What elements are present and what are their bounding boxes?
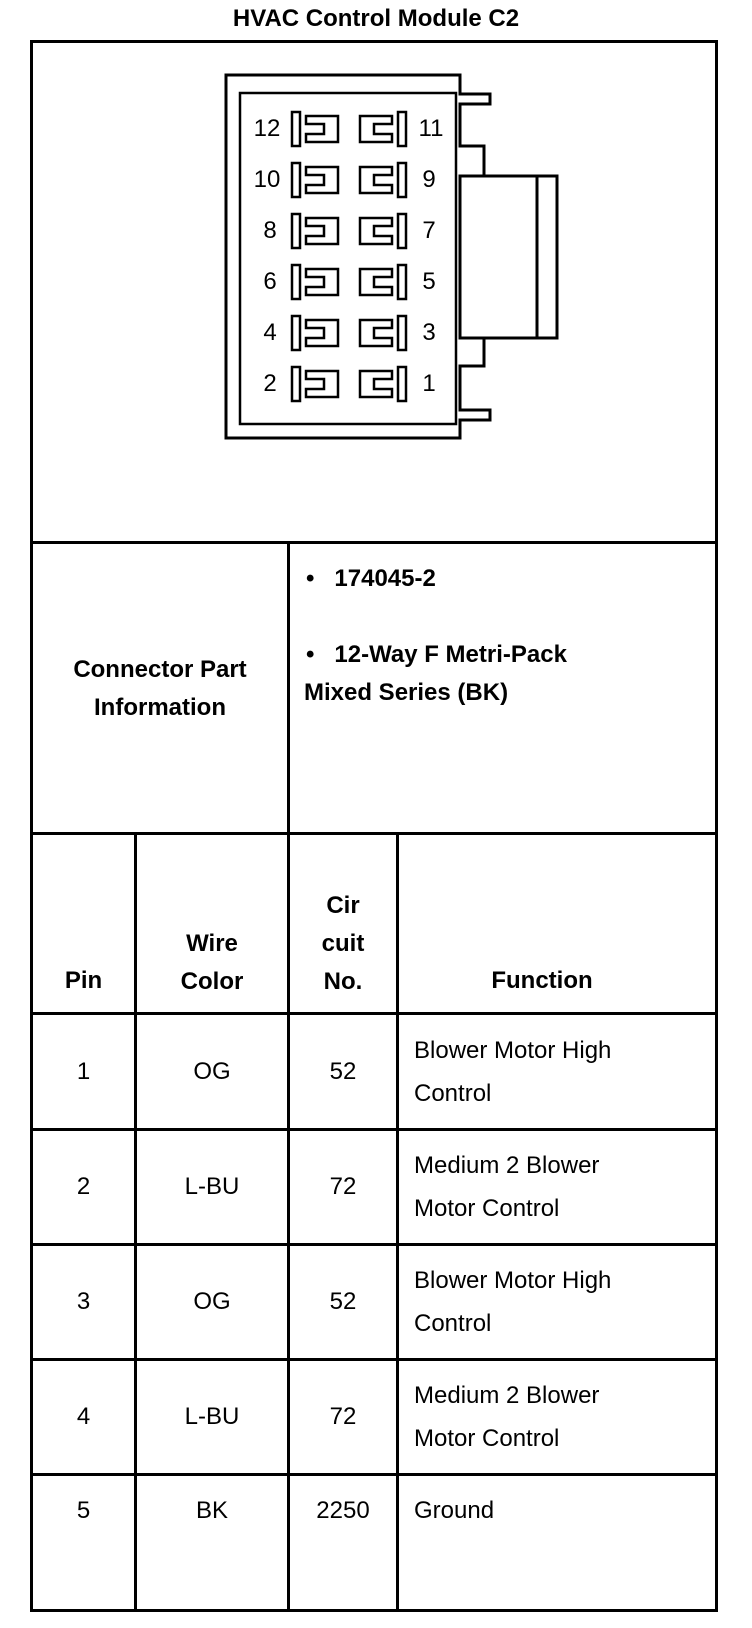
cell-function-line1: Blower Motor High xyxy=(414,1037,612,1064)
cell-pin: 3 xyxy=(76,1288,91,1315)
cell-function-line2: Motor Control xyxy=(414,1425,560,1452)
connector-type-item: • 12-Way F Metri-Pack xyxy=(306,641,567,668)
cell-wire-color: OG xyxy=(193,1288,231,1315)
header-pin: Pin xyxy=(64,967,103,994)
cell-function-line1: Ground xyxy=(414,1497,495,1524)
cell-function-line2: Motor Control xyxy=(414,1195,560,1222)
divider-part-info xyxy=(287,541,290,835)
cell-pin: 4 xyxy=(76,1403,91,1430)
part-number: 174045-2 xyxy=(334,565,436,592)
pin-label-5: 5 xyxy=(422,268,436,295)
header-circuit-line2: cuit xyxy=(321,930,365,957)
cell-function-line1: Blower Motor High xyxy=(414,1267,612,1294)
pin-label-9: 9 xyxy=(422,166,436,193)
header-circuit-line3: No. xyxy=(323,968,363,995)
pin-label-2: 2 xyxy=(263,370,277,397)
cell-wire-color: OG xyxy=(193,1057,231,1085)
terminal-cavity-2 xyxy=(292,367,338,401)
pin-label-4: 4 xyxy=(263,319,277,346)
terminal-cavity-5 xyxy=(360,265,406,299)
col-divider-3 xyxy=(396,832,399,1612)
cell-function-line2: Control xyxy=(414,1310,492,1337)
terminal-cavity-9 xyxy=(360,163,406,197)
cell-function xyxy=(414,1374,704,1460)
cell-function-line1: Medium 2 Blower xyxy=(414,1382,600,1409)
part-info-label-line2: Information xyxy=(94,694,226,721)
cell-function xyxy=(414,1489,704,1532)
cell-wire-color: BK xyxy=(195,1497,228,1524)
cell-circuit: 52 xyxy=(329,1288,357,1315)
terminal-cavity-4 xyxy=(292,316,338,350)
part-info-bullets xyxy=(306,560,706,712)
part-number-item: • 174045-2 xyxy=(306,565,436,592)
connector-type-line1: 12-Way F Metri-Pack xyxy=(334,641,567,668)
terminal-cavity-1 xyxy=(360,367,406,401)
page-title: HVAC Control Module C2 xyxy=(232,5,520,32)
pin-label-8: 8 xyxy=(263,217,277,244)
pin-label-7: 7 xyxy=(422,217,436,244)
part-info-label xyxy=(33,651,287,727)
divider-diagram xyxy=(30,541,718,544)
cell-circuit: 72 xyxy=(329,1173,357,1200)
cell-function xyxy=(414,1029,704,1115)
cell-pin: 2 xyxy=(76,1173,91,1200)
header-wire-line1: Wire xyxy=(186,930,238,957)
pin-label-12: 12 xyxy=(253,115,281,142)
terminal-cavity-3 xyxy=(360,316,406,350)
cell-circuit: 2250 xyxy=(316,1497,370,1524)
cell-function-line1: Medium 2 Blower xyxy=(414,1152,600,1179)
pin-label-1: 1 xyxy=(422,370,436,397)
pin-label-10: 10 xyxy=(253,166,281,193)
part-info-label-line1: Connector Part xyxy=(73,656,247,683)
pin-label-6: 6 xyxy=(263,268,277,295)
cell-function xyxy=(414,1144,704,1230)
cell-function-line2: Control xyxy=(414,1080,492,1107)
header-circuit-line1: Cir xyxy=(326,892,360,919)
cell-function xyxy=(414,1259,704,1345)
header-function: Function xyxy=(491,967,593,994)
terminal-cavity-12 xyxy=(292,112,338,146)
pin-label-3: 3 xyxy=(422,319,436,346)
terminal-cavity-7 xyxy=(360,214,406,248)
cell-circuit: 52 xyxy=(329,1057,357,1085)
terminal-cavity-6 xyxy=(292,265,338,299)
terminal-cavity-10 xyxy=(292,163,338,197)
header-wire-line2: Color xyxy=(180,968,244,995)
connector-diagram xyxy=(0,0,752,560)
cell-circuit: 72 xyxy=(329,1403,357,1430)
pin-label-11: 11 xyxy=(418,115,444,142)
cell-pin: 1 xyxy=(76,1057,91,1085)
cell-wire-color: L-BU xyxy=(184,1173,240,1200)
terminal-cavity-11 xyxy=(360,112,406,146)
terminal-cavity-8 xyxy=(292,214,338,248)
cell-pin: 5 xyxy=(76,1497,91,1524)
cell-wire-color: L-BU xyxy=(184,1403,240,1430)
header-circuit-no xyxy=(290,887,396,1001)
connector-type-line2: Mixed Series (BK) xyxy=(304,679,509,706)
header-wire-color xyxy=(137,925,287,1001)
